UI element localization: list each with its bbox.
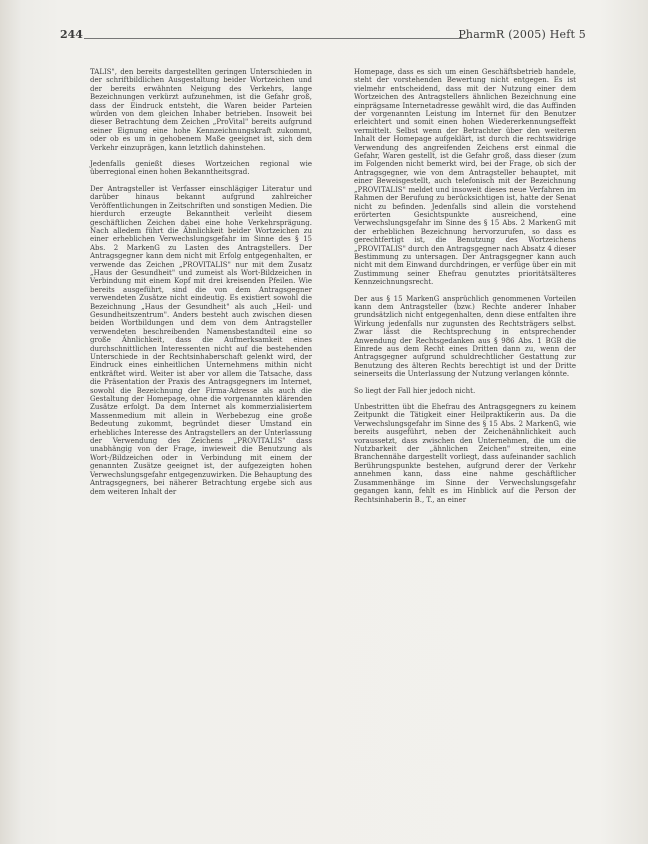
paragraph: TALIS", den bereits dargestellten geringen Unterschieden in der schriftbildlichen Ausgestaltung beider Wortzeichen und der bereits erwähnten Neigung des Verkehrs, lange Bezeichnungen verkürzt aufzunehmen, ist die Gefahr groß, dass der Eindruck entsteht, die Waren beider Parteien würden von dem gleichen Inhaber betrieben. Insoweit bei dieser Betrachtung dem Zeichen „ProVital" bereits aufgrund seiner Eignung eine hohe Kennzeichnungskraft zukommt, oder ob es um in gehobenem Maße geeignet ist, sich dem Verkehr einzuprägen, kann letztlich dahinstehen. [90,68,312,152]
header-rule [84,38,467,39]
paragraph: Jedenfalls genießt dieses Wortzeichen regional wie überregional einen hohen Bekanntheitsgrad. [90,160,312,177]
paragraph: Unbestritten übt die Ehefrau des Antragsgegners zu keinem Zeitpunkt die Tätigkeit einer Heilpraktikerin aus. Da die Verwechslungsgefahr im Sinne des § 15 Abs. 2 MarkenG, wie bereits ausgeführt, neben der Zeichenähnlichkeit auch voraussetzt, dass zwischen den Unternehmen, die um die Nutzbarkeit der „ähnlichen Zeichen" streiten, eine Branchennähe dargestellt vorliegt, dass aufeinander sachlich Berührungspunkte bestehen, aufgrund derer der Verkehr annehmen kann, dass eine nahme geschäftlicher Zusammenhänge im Sinne der Verwechslungsgefahr gegangen kann, fehlt es im Hinblick auf die Person der Rechtsinhaberin B., T., an einer [354,403,576,504]
page-number: 244 [60,28,83,41]
paragraph: So liegt der Fall hier jedoch nicht. [354,386,476,395]
paragraph: Der Antragsteller ist Verfasser einschlägiger Literatur und darüber hinaus bekannt aufgrund zahlreicher Veröffentlichungen in Zeitschriften und sonstigen Medien. Die hierdurch erzeugte Bekanntheit verleiht diesem geschäftlichen Zeichen dabei eine hohe Verkehrsprägung. Nach alledem führt die Ähnlichkeit beider Wortzeichen zu einer erheblichen Verwechslungsgefahr im Sinne des § 15 Abs. 2 MarkenG zu Lasten des Antragstellers. Der Antragsgegner kann dem nicht mit Erfolg entgegenhalten, er verwende das Zeichen „PROVITALIS" nur mit dem Zusatz „Haus der Gesundheit" und zumeist als Wort-Bildzeichen in Verbindung mit einem Kopf mit drei kreisenden Pfeilen. Wie bereits ausgeführt, sind die von dem Antragsgegner verwendeten Zusätze nicht eindeutig. Es existiert sowohl die Bezeichnung „Haus der Gesundheit" als auch „Heil- und Gesundheitszentrum". Anders besteht auch zwischen diesen beiden Wortbildungen und dem von dem Antragsteller verwendeten beschreibenden Namensbestandteil eine so große Ähnlichkeit, dass die Aufmerksamkeit eines durchschnittlichen Interessenten nicht auf die bestehenden Unterschiede in der Rechtsinhaberschaft gelenkt wird, der Eindruck eines einheitlichen Unternehmens mithin nicht entkräftet wird. Weiter ist aber vor allem die Tatsache, dass die Präsentation der Praxis des Antragsgegners im Internet, sowohl die Bezeichnung der Firma-Adresse als auch die Gestaltung der Homepage, ohne die vorgenannten klärenden Zusätze erfolgt. Da dem Internet als kommerzialisiertem Massenmedium mit allein in Werbebezug eine große Bedeutung zukommt, begründet dieser Umstand ein erhebliches Interesse des Antragstellers an der Unterlassung der Verwendung des Zeichens „PROVITALIS" dass unabhängig von der Frage, inwieweit die Benutzung als Wort-/Bildzeichen oder in Verbindung mit einem der genannten Zusätze geeignet ist, der aufgezeigten hohen Verwechslungsgefahr entgegenzuwirken. Die Behauptung des Antragsgegners, bei näherer Betrachtung ergebe sich aus dem weiteren Inhalt der [90,184,312,496]
paragraph: Der aus § 15 MarkenG ansprüchlich genommenen Vorteilen kann dem Antragsteller (bzw.) Rechte anderer Inhaber grundsätzlich nicht entgegenhalten, denn diese entfalten ihre Wirkung jedenfalls nur zugunsten des Rechtsträgers selbst. Zwar lässt die Rechtsprechung in entsprechender Anwendung der Rechtsgedanken aus § 986 Abs. 1 BGB die Einrede aus dem Recht eines Dritten dann zu, wenn der Antragsgegner aufgrund schuldrechtlicher Gestattung zur Benutzung des älteren Rechts berechtigt ist und der Dritte seinerseits die Unterlassung der Nutzung verlangen könnte. [354,294,576,379]
paragraph: Homepage, dass es sich um einen Geschäftsbetrieb handele, steht der vorstehenden Bewertung nicht entgegen. Es ist vielmehr entscheidend, dass mit der Nutzung einer dem Wortzeichen des Antragstellers ähnlichen Bezeichnung eine einprägsame Internetadresse gewählt wird, die das Auffinden der vorgenannten Leistung im Internet für den Benutzer erleichtert und somit einen hohen Wiedererkennungseffekt vermittelt. Selbst wenn der Betrachter über den weiteren Inhalt der Homepage aufgeklärt, ist durch die rechtswidrige Verwendung des angreifenden Zeichens erst einmal die Gefahr, Waren gestellt, ist die Gefahr groß, dass dieser (zum im Folgenden nicht bemerkt wird, bei der Frage, ob sich der Antragsgegner, wie von dem Antragsteller behauptet, mit einer Beweisgestellt, auch telefonisch mit der Bezeichnung „PROVITALIS" meldet und insoweit dieses neue Verfahren im Rahmen der Berufung zu berücksichtigen ist, hatte der Senat nicht zu befinden. Jedenfalls sind allein die vorstehend erörterten Gesichtspunkte ausreichend, eine Verwechslungsgefahr im Sinne des § 15 Abs. 2 MarkenG mit der erheblichen Bezeichnung hervorzurufen, so dass es gerechtfertigt ist, die Benutzung des Wortzeichens „PROVITALIS" durch den Antragsgegner nach Absatz 4 dieser Bestimmung zu untersagen. Der Antragsgegner kann auch nicht mit dem Einwand durchdringen, er verfüge über ein mit Zustimmung seiner Ehefrau genutztes prioritätsälteres Kennzeichnungsrecht. [354,68,576,287]
page-header [56,28,592,42]
journal-citation: PharmR (2005) Heft 5 [458,28,586,41]
right-column [354,68,576,512]
left-column [90,68,312,504]
